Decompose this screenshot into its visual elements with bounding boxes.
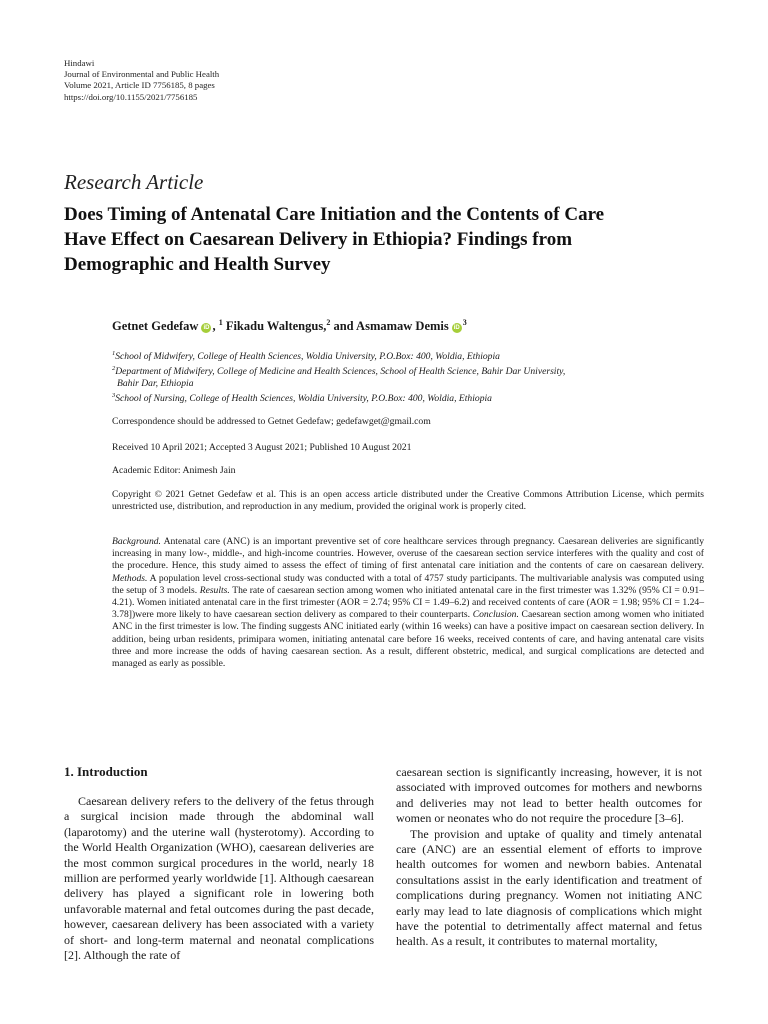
abstract-background: Antenatal care (ANC) is an important preventive set of core healthcare services through pregnancy. Caesarean deliveries are significantly increasing in many low-, middle-, and high-income countries. However, overuse of the caesarean section service interferes with the quality and cost of the procedure. Hence, this study aimed to assess the effect of timing of first antenatal care initiation and the contents of care on caesarean delivery. (112, 536, 704, 572)
body-paragraph: Caesarean delivery refers to the delivery of the fetus through a surgical incision made through the abdominal wall (laparotomy) and the uterine wall (hysterotomy). According to the World Health Organization (WHO), caesarean deliveries are the most common surgical procedures in the world, nearly 18 million are performed yearly worldwide [1]. Although caesarean delivery has played a significant role in lowering both unfavorable maternal and fetal outcomes during the past decade, however, caesarean delivery has been associated with a variety of short- and long-term maternal and neonatal complications [2]. Although the rate of (64, 794, 374, 963)
article-type: Research Article (64, 170, 204, 194)
affiliation-continuation: Bahir Dar, Ethiopia (117, 378, 194, 390)
publisher-name: Hindawi (64, 58, 95, 68)
affiliation-number: 1 (112, 350, 116, 357)
body-paragraph: The provision and uptake of quality and timely antenatal care (ANC) are an essential element of efforts to improve health outcomes for women and newborn babies. Antenatal consultations assist in the early identification and treatment of complications during pregnancy. Women not initiating ANC early may lead to late diagnosis of complications which might have the potential to detrimentally affect maternal and fetus health. As a result, it contributes to maternal mortality, (396, 826, 702, 949)
affiliation-text: School of Nursing, College of Health Sciences, Woldia University, P.O.Box: 400, Woldia, Ethiopia (115, 393, 492, 405)
affiliation-item (112, 348, 712, 363)
correspondence: Correspondence should be addressed to Getnet Gedefaw; gedefawget@gmail.com (112, 416, 431, 427)
author-name[interactable]: Getnet Gedefaw (112, 319, 199, 334)
volume-info: Volume 2021, Article ID 7756185, 8 pages (64, 80, 215, 91)
section-heading: 1. Introduction (64, 764, 148, 779)
affiliations (112, 348, 712, 406)
affiliation-item (112, 390, 712, 405)
copyright-notice: Copyright © 2021 Getnet Gedefaw et al. This is an open access article distributed under the Creative Commons Attribution License, which permits unrestricted use, distribution, and reproduction in any medium, provided the original work is properly cited. (112, 489, 704, 513)
title-line: Does Timing of Antenatal Care Initiation and the Contents of Care (64, 204, 605, 225)
abstract (112, 536, 704, 670)
affiliation-text: Department of Midwifery, College of Medicine and Health Sciences, School of Health Science, Bahir Dar University, (115, 366, 566, 378)
affiliation-number: 3 (112, 392, 116, 400)
paper-title (64, 202, 714, 277)
author-separator: and (330, 319, 357, 334)
author-affiliation-number: 1 (218, 318, 223, 327)
abstract-methods: A population level cross-sectional study was conducted with a total of 4757 study participants. The multivariable analysis was computed using the setup of 3 models. (112, 572, 704, 596)
doi-link[interactable]: https://doi.org/10.1155/2021/7756185 (64, 91, 198, 102)
journal-header (64, 58, 219, 103)
affiliation-number: 2 (112, 365, 116, 373)
journal-name: Journal of Environmental and Public Health (64, 69, 220, 80)
author-affiliation-number: 3 (462, 318, 467, 327)
author-list (112, 318, 467, 334)
abstract-results: The rate of caesarean section among women who initiated antenatal care in the first trimester was 1.32% (95% CI = 0.91–4.21). Women initiated antenatal care in the first trimester (AOR = 2.74; 95% CI = 1.49–6.2) and received contents of care (AOR = 1.98; 95% CI = 1.24–3.78])were more likely to have caesarean section delivery as compared to their counterparts. (112, 584, 704, 621)
orcid-icon[interactable]: iD (203, 325, 210, 332)
abstract-conclusion-label: Conclusion. (472, 609, 519, 621)
body-paragraph: caesarean section is significantly increasing, however, it is not associated with improved outcomes for mothers and newborns and deliveries may not lead to better health outcomes for women or neonates who do not require the procedure [3–6]. (396, 765, 702, 826)
academic-editor: Academic Editor: Animesh Jain (112, 465, 236, 476)
author-separator: , (212, 319, 219, 334)
abstract-background-label: Background. (112, 536, 161, 547)
intro-right-column (396, 765, 702, 950)
affiliation-text: School of Midwifery, College of Health Sciences, Woldia University, P.O.Box: 400, Woldia, Ethiopia (115, 351, 500, 363)
affiliation-item (112, 363, 712, 378)
orcid-icon[interactable]: iD (453, 325, 460, 332)
title-line: Have Effect on Caesarean Delivery in Ethiopia? Findings from (64, 229, 573, 250)
intro-left-column (64, 794, 374, 963)
author-name[interactable]: Asmamaw Demis (356, 319, 449, 334)
title-line: Demographic and Health Survey (64, 254, 331, 275)
author-affiliation-number: 2 (326, 318, 331, 327)
abstract-methods-label: Methods. (112, 572, 148, 584)
abstract-results-label: Results. (199, 584, 230, 596)
abstract-conclusion: Caesarean section among women who initiated ANC in the first trimester is low. The finding suggests ANC initiated early (within 16 weeks) can have a positive impact on caesarean section delivery. In addition, being urban residents, primipara women, initiating antenatal care before 16 weeks, received contents of care, and having antenatal care visits three and more increase the odds of having caesarean section. As a result, different obstetric, medical, and surgical complications are detected and managed as early as possible. (112, 609, 705, 670)
author-name[interactable]: Fikadu Waltengus, (225, 319, 327, 334)
publication-dates: Received 10 April 2021; Accepted 3 August 2021; Published 10 August 2021 (112, 442, 412, 453)
